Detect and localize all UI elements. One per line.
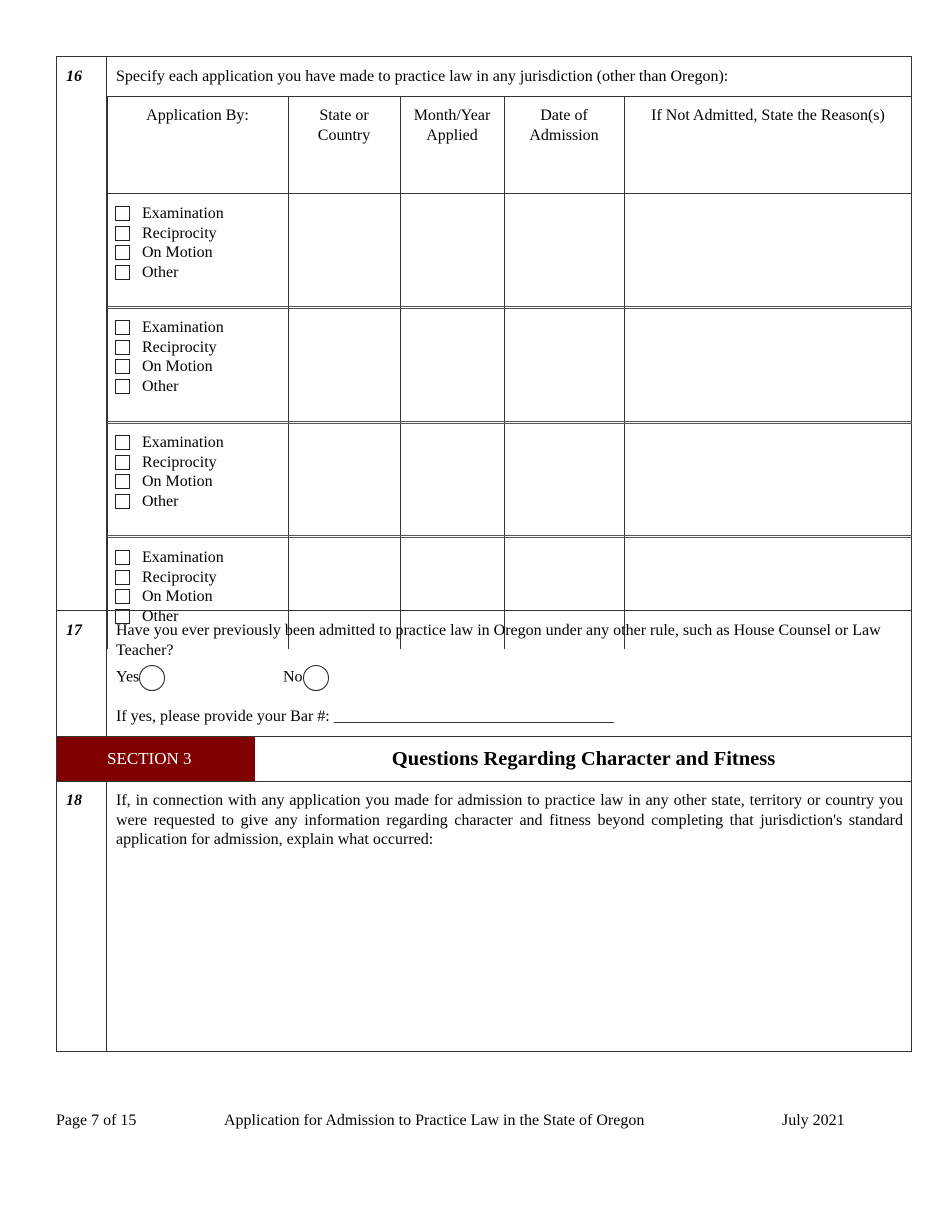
section-title: Questions Regarding Character and Fitness <box>391 748 776 770</box>
checkbox-reciprocity[interactable] <box>115 570 130 585</box>
checkbox-reciprocity[interactable] <box>115 455 130 470</box>
section-3-header <box>57 737 912 781</box>
checkbox-other[interactable] <box>115 265 130 280</box>
header-application-by: Application By: <box>146 107 249 124</box>
option-examination[interactable]: Examination <box>115 548 224 568</box>
checkbox-examination[interactable] <box>115 320 130 335</box>
form-frame <box>56 56 912 1052</box>
checkbox-on-motion[interactable] <box>115 474 130 489</box>
yes-radio[interactable] <box>139 665 165 691</box>
option-examination[interactable]: Examination <box>115 318 224 338</box>
header-month-year-applied: Month/Year Applied <box>413 107 491 144</box>
question-18-number: 18 <box>66 792 82 809</box>
checkbox-reciprocity[interactable] <box>115 226 130 241</box>
section-label: SECTION 3 <box>57 737 255 781</box>
question-16-number: 16 <box>66 68 82 85</box>
checkbox-on-motion[interactable] <box>115 359 130 374</box>
option-reciprocity[interactable]: Reciprocity <box>115 338 224 358</box>
question-17-text: Have you ever previously been admitted to practice law in Oregon under any other rule, such as House Counsel or Law Teacher? <box>116 622 881 659</box>
bar-number-prompt[interactable]: If yes, please provide your Bar #: ___________________________________ <box>116 708 614 725</box>
no-option[interactable]: No <box>283 665 329 691</box>
option-reciprocity[interactable]: Reciprocity <box>115 224 224 244</box>
option-examination[interactable]: Examination <box>115 433 224 453</box>
option-other[interactable]: Other <box>115 492 224 512</box>
application-row-3-options <box>115 433 224 511</box>
option-other[interactable]: Other <box>115 263 224 283</box>
question-16-text: Specify each application you have made to practice law in any jurisdiction (other than Oregon): <box>116 68 729 85</box>
application-row-2-options <box>115 318 224 396</box>
question-number-column <box>57 57 107 1051</box>
no-radio[interactable] <box>303 665 329 691</box>
footer-page-number: Page 7 of 15 <box>56 1112 137 1129</box>
application-row-1-options <box>115 204 224 282</box>
option-examination[interactable]: Examination <box>115 204 224 224</box>
header-date-of-admission: Date of Admission <box>529 107 599 144</box>
option-on-motion[interactable]: On Motion <box>115 472 224 492</box>
checkbox-other[interactable] <box>115 379 130 394</box>
option-other[interactable]: Other <box>115 607 224 627</box>
footer-title: Application for Admission to Practice Law in the State of Oregon <box>224 1112 645 1129</box>
checkbox-examination[interactable] <box>115 206 130 221</box>
option-on-motion[interactable]: On Motion <box>115 243 224 263</box>
option-on-motion[interactable]: On Motion <box>115 587 224 607</box>
footer-date: July 2021 <box>782 1112 845 1129</box>
option-reciprocity[interactable]: Reciprocity <box>115 568 224 588</box>
header-state-or-country: State or Country <box>317 107 371 144</box>
checkbox-on-motion[interactable] <box>115 589 130 604</box>
question-18-text: If, in connection with any application you made for admission to practice law in any other state, territory or country you were requested to give any information regarding character and fitness beyond completing that jurisdiction's standard application for admission, explain what occurred: <box>116 792 903 848</box>
checkbox-other[interactable] <box>115 494 130 509</box>
application-row-4-options <box>115 548 224 626</box>
checkbox-examination[interactable] <box>115 550 130 565</box>
question-17-number: 17 <box>66 622 82 639</box>
option-reciprocity[interactable]: Reciprocity <box>115 453 224 473</box>
application-table <box>107 96 912 649</box>
checkbox-examination[interactable] <box>115 435 130 450</box>
header-reason: If Not Admitted, State the Reason(s) <box>651 107 885 124</box>
question-18-answer-area[interactable] <box>116 857 903 1043</box>
option-on-motion[interactable]: On Motion <box>115 357 224 377</box>
yes-option[interactable]: Yes <box>116 665 165 691</box>
checkbox-on-motion[interactable] <box>115 245 130 260</box>
option-other[interactable]: Other <box>115 377 224 397</box>
checkbox-reciprocity[interactable] <box>115 340 130 355</box>
